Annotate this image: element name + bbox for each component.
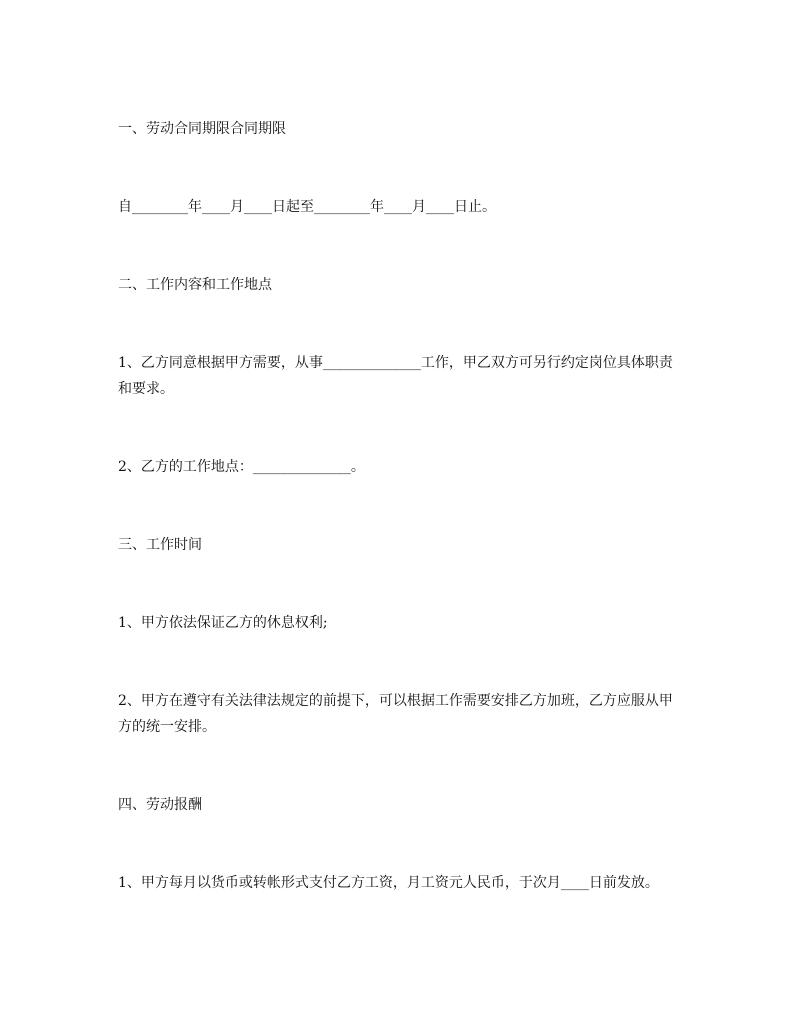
section-4-heading: 四、劳动报酬: [118, 797, 202, 813]
contract-period-line: 自________年____月____日起至________年____月____日止。: [118, 199, 496, 215]
section-3-heading: 三、工作时间: [118, 537, 202, 553]
overtime-clause: 2、甲方在遵守有关法律法规定的前提下，可以根据工作需要安排乙方加班，乙方应服从甲方的统一安排。: [118, 693, 673, 735]
section-1-heading: 一、劳动合同期限合同期限: [118, 121, 286, 137]
work-location-clause: 2、乙方的工作地点：______________。: [118, 459, 365, 475]
salary-clause: 1、甲方每月以货币或转帐形式支付乙方工资，月工资元人民币，于次月____日前发放。: [118, 875, 659, 891]
rest-rights-clause: 1、甲方依法保证乙方的休息权利;: [118, 615, 328, 631]
work-content-clause: 1、乙方同意根据甲方需要，从事______________工作，甲乙双方可另行约定岗位具体职责和要求。: [118, 355, 673, 397]
section-2-heading: 二、工作内容和工作地点: [118, 277, 272, 293]
